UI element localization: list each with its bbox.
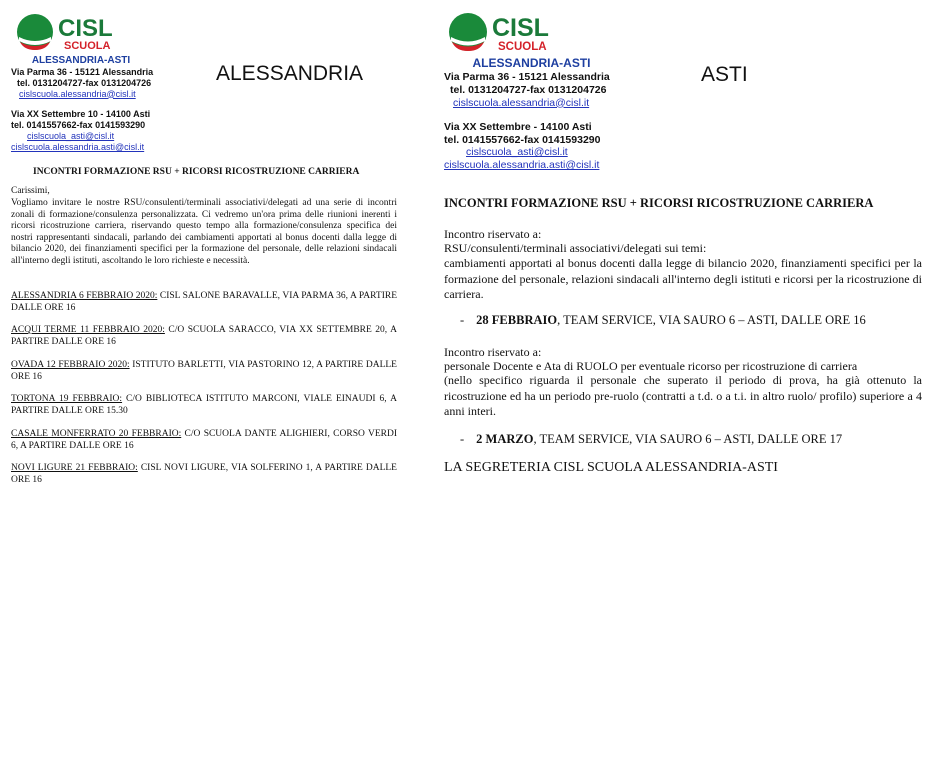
left-email-alessandria-link[interactable]: cislscuola.alessandria@cisl.it [19,88,136,99]
left-email-alessandria-asti-link[interactable]: cislscuola.alessandria.asti@cisl.it [11,141,145,152]
right-bullet-2-dash: - [460,432,465,446]
left-city-label: ALESSANDRIA [216,62,364,85]
left-event-novi-date: NOVI LIGURE 21 FEBBRAIO: [11,463,138,473]
left-tel-2: tel. 0141557662-fax 0141593290 [11,120,146,131]
left-event-ovada [11,360,397,383]
right-block2-lead: Incontro riservato a: [444,345,542,359]
left-header-block [11,55,161,153]
right-block1-line1: RSU/consulenti/terminali associativi/delegati sui temi: [444,241,707,255]
logo-sub-text: SCUOLA [498,41,547,53]
logo-brand-text: CISL [492,14,549,42]
right-address-2: Via XX Settembre - 14100 Asti [444,121,592,134]
cisl-scuola-logo [448,11,564,55]
left-address-1: Via Parma 36 - 15121 Alessandria [11,67,154,77]
left-event-novi [11,463,397,486]
right-document-title: INCONTRI FORMAZIONE RSU + RICORSI RICOSTRUZIONE CARRIERA [444,196,874,210]
left-event-ovada-place: ISTITUTO BARLETTI, VIA PASTORINO 12, A PARTIRE DALLE ORE 16 [11,360,397,382]
left-event-tortona-place: C/O BIBLIOTECA ISTITUTO MARCONI, VIALE EINAUDI 6, A PARTIRE DALLE ORE 15.30 [11,394,397,416]
right-bullet-2-text: , TEAM SERVICE, VIA SAURO 6 – ASTI, DALLE ORE 17 [533,432,843,446]
left-tel-1: tel. 0131204727-fax 0131204726 [17,77,152,88]
right-block1-body: cambiamenti apportati al bonus docenti dalla legge di bilancio 2020, finanziamenti specifici per la formazione del personale, relazioni sindacali all'interno degli istituti e ricorsi per la ricostruzione di carriera. [444,256,922,301]
right-block2-body: (nello specifico riguarda il personale che superato il periodo di prova, ha già ottenuto la ricostruzione ed ha un periodo pre-ruolo (contratti a t.d. o a t.i. in altro ruolo/ profilo) superiore a 4 anni interi. [444,373,922,418]
left-event-tortona [11,394,397,417]
left-event-alessandria-place: CISL SALONE BARAVALLE, VIA PARMA 36, A PARTIRE DALLE ORE 16 [11,291,397,313]
right-block1-lead: Incontro riservato a: [444,227,542,241]
left-event-casale [11,429,397,452]
right-email-asti-link[interactable]: cislscuola_asti@cisl.it [466,146,568,159]
cisl-scuola-logo [16,12,128,54]
left-event-alessandria [11,291,397,314]
left-event-casale-date: CASALE MONFERRATO 20 FEBBRAIO: [11,429,182,439]
left-event-acqui-date: ACQUI TERME 11 FEBBRAIO 2020: [11,325,165,335]
right-bullet-1-text: , TEAM SERVICE, VIA SAURO 6 – ASTI, DALLE ORE 16 [557,313,866,327]
right-email-alessandria-link[interactable]: cislscuola.alessandria@cisl.it [453,96,590,109]
right-bullet-2-marzo [460,432,842,447]
left-address-2: Via XX Settembre 10 - 14100 Asti [11,109,151,120]
left-event-acqui [11,325,397,348]
right-bullet-28-febbraio [460,313,866,328]
left-event-acqui-place: C/O SCUOLA SARACCO, VIA XX SETTEMBRE 20, A PARTIRE DALLE ORE 16 [11,325,398,347]
right-address-1: Via Parma 36 - 15121 Alessandria [444,71,610,84]
right-email-alessandria-asti-link[interactable]: cislscuola.alessandria.asti@cisl.it [444,158,600,171]
right-bullet-1-date: 28 FEBBRAIO [476,313,558,327]
logo-brand-text: CISL [58,15,113,42]
left-intro-paragraph: Vogliamo invitare le nostre RSU/consulenti/terminali associativi/delegati ad una serie di incontri zonali di formazione/consulenza personalizzata. Ci vedremo un'ora prima delle riunioni inerenti i ricorsi ricostruzione carriera, riservando questo tempo alla formazione/consulenza specifica dei nostri rappresentanti sindacali, parlando dei cambiamenti apportati al bonus docenti dalla legge di bilancio 2020, dei finanziamenti specifici per la formazione del personale, delle relazioni sindacali all'interno degli istituti, ascoltando le loro richieste e necessità. [11,198,397,266]
left-event-alessandria-date: ALESSANDRIA 6 FEBBRAIO 2020: [11,291,158,301]
left-event-casale-place: C/O SCUOLA DANTE ALIGHIERI, CORSO VERDI 6, A PARTIRE DALLE ORE 16 [11,429,397,451]
left-email-asti-link[interactable]: cislscuola_asti@cisl.it [27,130,115,141]
right-tel-2: tel. 0141557662-fax 0141593290 [444,133,601,146]
left-event-novi-place: CISL NOVI LIGURE, VIA SOLFERINO 1, A PARTIRE DALLE ORE 16 [11,463,397,485]
left-document-title: INCONTRI FORMAZIONE RSU + RICORSI RICOSTRUZIONE CARRIERA [33,167,360,177]
right-header-block [444,56,644,172]
right-bullet-2-date: 2 MARZO [476,432,534,446]
left-greeting: Carissimi, [11,186,50,196]
left-event-ovada-date: OVADA 12 FEBBRAIO 2020: [11,360,130,370]
left-org-name: ALESSANDRIA-ASTI [31,55,131,66]
right-tel-1: tel. 0131204727-fax 0131204726 [450,83,607,96]
right-org-name: ALESSANDRIA-ASTI [472,56,591,70]
logo-sub-text: SCUOLA [64,40,111,52]
right-bullet-1-dash: - [460,313,465,327]
right-city-label: ASTI [701,63,748,86]
left-event-tortona-date: TORTONA 19 FEBBRAIO: [11,394,123,404]
right-signature: LA SEGRETERIA CISL SCUOLA ALESSANDRIA-ASTI [444,460,778,475]
right-block2-line1: personale Docente e Ata di RUOLO per eventuale ricorso per ricostruzione di carriera [444,359,858,373]
